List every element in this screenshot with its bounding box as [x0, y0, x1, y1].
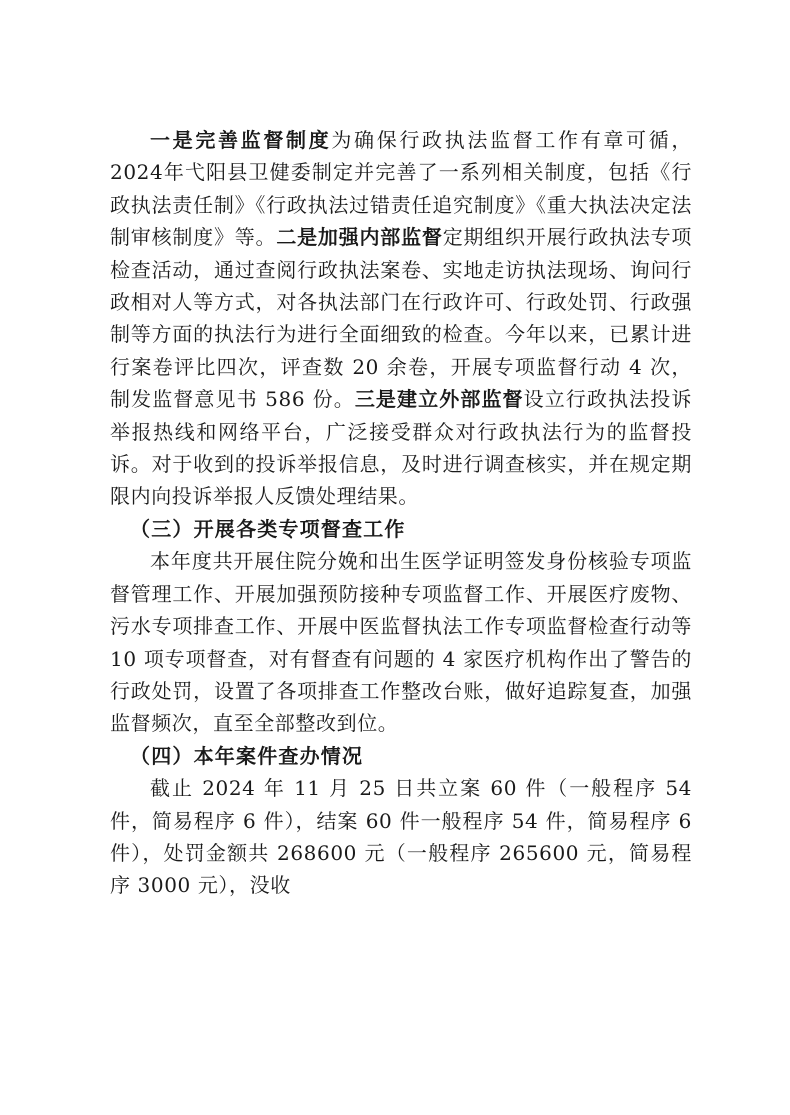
item2-text: 定期组织开展行政执法专项检查活动，通过查阅行政执法案卷、实地走访执法现场、询问行政相对人等方式，对各执法部门在行政许可、行政处罚、行政强制等方面的执法行为进行全面细致的检查。今年以来，已累计进行案卷评比四次，评查数 20 余卷，开展专项监督行动 4 次，制发监督意见书 586 份。 — [110, 225, 692, 412]
item3-label: 三是建立外部监督 — [354, 387, 524, 412]
document-page — [110, 124, 692, 902]
supervision-paragraph — [110, 124, 692, 513]
section3-paragraph: 本年度共开展住院分娩和出生医学证明签发身份核验专项监督管理工作、开展加强预防接种专项监督工作、开展医疗废物、污水专项排查工作、开展中医监督执法工作专项监督检查行动等 10 项专项督查，对有督查有问题的 4 家医疗机构作出了警告的行政处罚，设置了各项排查工作整改台账，做好追踪复查，加强监督频次，直至全部整改到位。 — [110, 549, 692, 736]
section3-heading: （三）开展各类专项督查工作 — [130, 516, 406, 541]
item1-text: 为确保行政执法监督工作有章可循，2024年弋阳县卫健委制定并完善了一系列相关制度，包括《行政执法责任制》《行政执法过错责任追究制度》《重大执法决定法制审核制度》等。 — [110, 128, 692, 250]
item2-label: 二是加强内部监督 — [276, 225, 443, 250]
item3-text: 设立行政执法投诉举报热线和网络平台，广泛接受群众对行政执法行为的监督投诉。对于收到的投诉举报信息，及时进行调查核实，并在规定期限内向投诉举报人反馈处理结果。 — [110, 387, 692, 509]
section4-heading: （四）本年案件查办情况 — [130, 743, 364, 768]
item1-label: 一是完善监督制度 — [150, 128, 332, 152]
section4-paragraph: 截止 2024 年 11 月 25 日共立案 60 件（一般程序 54 件，简易程序 6 件），结案 60 件一般程序 54 件，简易程序 6 件），处罚金额共 268600 元（一般程序 265600 元，简易程序 3000 元），没收 — [110, 776, 692, 898]
